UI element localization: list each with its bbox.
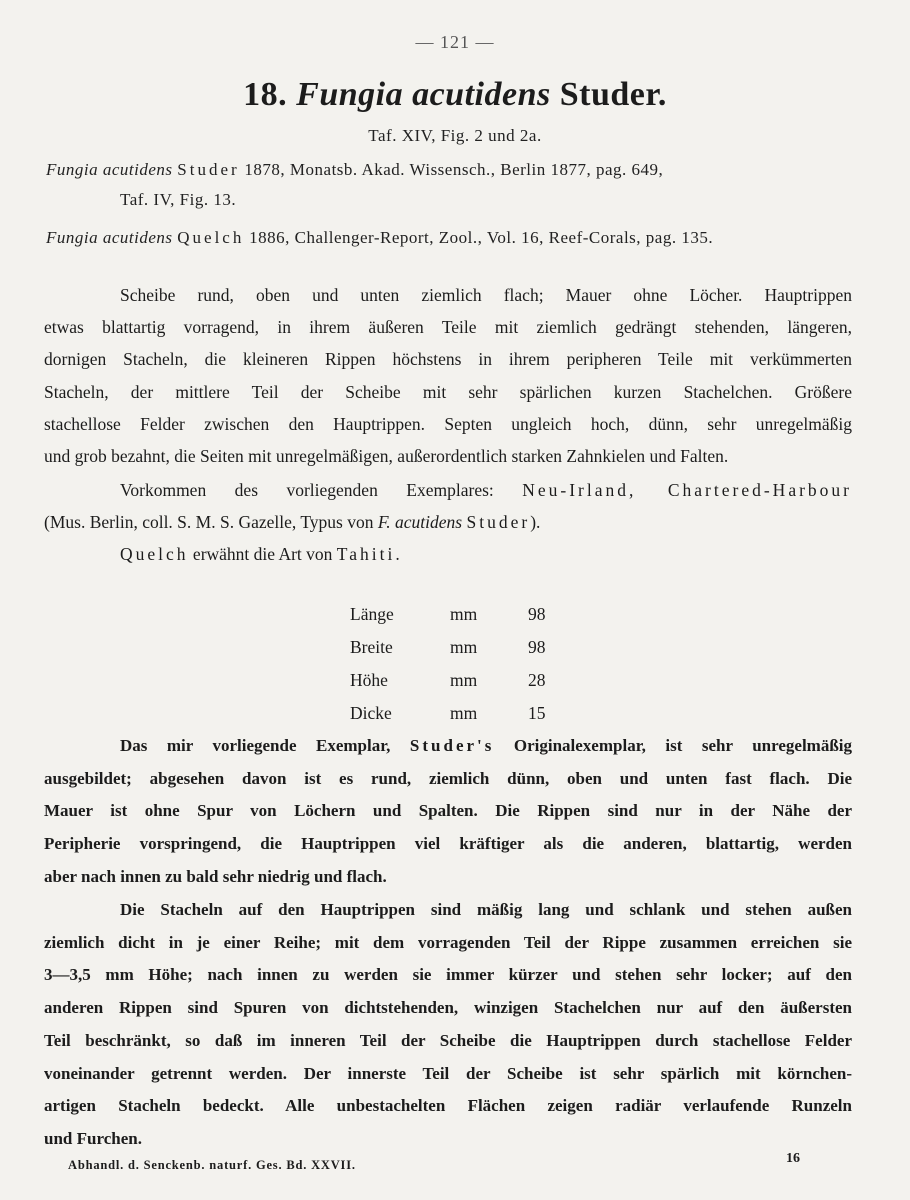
remarks-text: ausgebildet; abgesehen davon ist es rund, ziemlich dünn, oben und unten fast flach. Die xyxy=(44,768,852,788)
reference-2-species: Fungia acutidens xyxy=(46,228,173,247)
measurement-unit: mm xyxy=(450,703,478,723)
journal-footer: Abhandl. d. Senckenb. naturf. Ges. Bd. XXVII. xyxy=(68,1158,356,1172)
measurement-label: Länge xyxy=(350,604,394,624)
description-line: dornigen Stacheln, die kleineren Rippen höchstens in ihrem peripheren Teile mit verkümmerten xyxy=(44,349,852,370)
reference-1-text: 1878, Monatsb. Akad. Wissensch., Berlin 1877, pag. 649, xyxy=(239,160,664,179)
heading-number: 18. xyxy=(243,76,288,113)
description-line: stachellose Felder zwischen den Hauptrippen. Septen ungleich hoch, dünn, sehr unregelmäßig xyxy=(44,413,852,434)
description-paragraph xyxy=(44,279,852,440)
measurement-value: 98 xyxy=(528,637,546,657)
occurrence-text: Vorkommen des vorliegenden Exemplares: xyxy=(120,480,523,500)
heading-author: Studer. xyxy=(559,76,667,113)
measurement-row xyxy=(350,664,546,697)
remarks-text: anderen Rippen sind Spuren von dichtstehenden, winzigen Stachelchen nur auf den äußersten xyxy=(44,998,852,1018)
measurements-table xyxy=(350,598,546,730)
measurement-row xyxy=(350,697,546,730)
quelch-text: erwähnt die Art von xyxy=(188,544,337,564)
remarks-paragraph-2-last: und Furchen. xyxy=(44,1129,142,1148)
page-number: — 121 — xyxy=(415,32,495,52)
remarks-text: Die Stacheln auf den Hauptrippen sind mäßig lang und schlank und stehen außen xyxy=(120,900,852,919)
measurement-value: 98 xyxy=(528,604,546,624)
measurement-unit: mm xyxy=(450,670,478,690)
reference-1-line-2: Taf. IV, Fig. 13. xyxy=(120,190,237,209)
remarks-paragraph-1 xyxy=(44,730,852,861)
description-line: Stacheln, der mittlere Teil der Scheibe mit sehr spärlichen kurzen Stachelchen. Größere xyxy=(44,381,852,402)
remarks-text: voneinander getrennt werden. Der innerste Teil der Scheibe ist sehr spärlich mit körnchen- xyxy=(44,1063,852,1083)
species-heading xyxy=(0,76,910,114)
description-line: Scheibe rund, oben und unten ziemlich flach; Mauer ohne Löcher. Hauptrippen xyxy=(120,285,852,305)
measurement-row xyxy=(350,631,546,664)
signature-mark: 16 xyxy=(786,1151,800,1166)
measurement-label: Dicke xyxy=(350,703,392,723)
plate-reference: Taf. XIV, Fig. 2 und 2a. xyxy=(368,126,542,145)
remarks-text: Originalexemplar, ist sehr unregelmäßig xyxy=(494,736,853,755)
remarks-paragraph-1-last: aber nach innen zu bald sehr niedrig und flach. xyxy=(44,867,387,886)
remarks-text: Teil beschränkt, so daß im inneren Teil der Scheibe die Hauptrippen durch stachellose Felder xyxy=(44,1030,852,1050)
reference-2-author: Quelch xyxy=(177,228,245,247)
remarks-text: ziemlich dicht in je einer Reihe; mit dem vorragenden Teil der Rippe zusammen erreichen sie xyxy=(44,932,852,952)
description-last-line: und grob bezahnt, die Seiten mit unregelmäßigen, außerordentlich starken Zahnkielen und Falten. xyxy=(44,446,729,466)
description-line: etwas blattartig vorragend, in ihrem äußeren Teile mit ziemlich gedrängt stehenden, längeren, xyxy=(44,317,852,338)
quelch-author: Quelch xyxy=(120,544,189,564)
reference-1-line-1 xyxy=(46,160,663,180)
remarks-text: Das mir vorliegende Exemplar, xyxy=(120,736,410,755)
occurrence-locality: Neu-Irland, Chartered-Harbour xyxy=(522,480,852,500)
remarks-paragraph-2 xyxy=(44,894,852,1123)
quelch-end: . xyxy=(395,544,400,564)
heading-species: Fungia acutidens xyxy=(296,76,551,113)
occurrence-text: (Mus. Berlin, coll. S. M. S. Gazelle, Typus von xyxy=(44,512,378,532)
measurement-label: Breite xyxy=(350,637,393,657)
occurrence-line-1 xyxy=(44,474,852,506)
measurement-value: 15 xyxy=(528,703,546,723)
occurrence-text: ). xyxy=(530,512,541,532)
reference-1-species: Fungia acutidens xyxy=(46,160,173,179)
measurement-unit: mm xyxy=(450,604,478,624)
remarks-text: artigen Stacheln bedeckt. Alle unbestachelten Flächen zeigen radiär verlaufende Runzeln xyxy=(44,1096,852,1116)
remarks-author: Studer's xyxy=(409,736,495,755)
remarks-text: Mauer ist ohne Spur von Löchern und Spalten. Die Rippen sind nur in der Nähe der xyxy=(44,801,852,821)
occurrence-line-2 xyxy=(44,506,852,538)
occurrence-species: F. acutidens xyxy=(377,512,463,532)
quelch-place: Tahiti xyxy=(336,544,396,564)
reference-1-author: Studer xyxy=(177,160,240,179)
reference-2 xyxy=(46,228,713,248)
occurrence-author: Studer xyxy=(466,512,531,532)
measurement-value: 28 xyxy=(528,670,546,690)
measurement-unit: mm xyxy=(450,637,478,657)
remarks-text: 3—3,5 mm Höhe; nach innen zu werden sie immer kürzer und stehen sehr locker; auf den xyxy=(44,965,852,985)
remarks-text: Peripherie vorspringend, die Hauptrippen viel kräftiger als die anderen, blattartig, werden xyxy=(44,834,852,854)
quelch-note xyxy=(44,538,852,570)
measurement-row xyxy=(350,598,546,631)
reference-2-text: 1886, Challenger-Report, Zool., Vol. 16, Reef-Corals, pag. 135. xyxy=(244,228,714,247)
measurement-label: Höhe xyxy=(350,670,388,690)
